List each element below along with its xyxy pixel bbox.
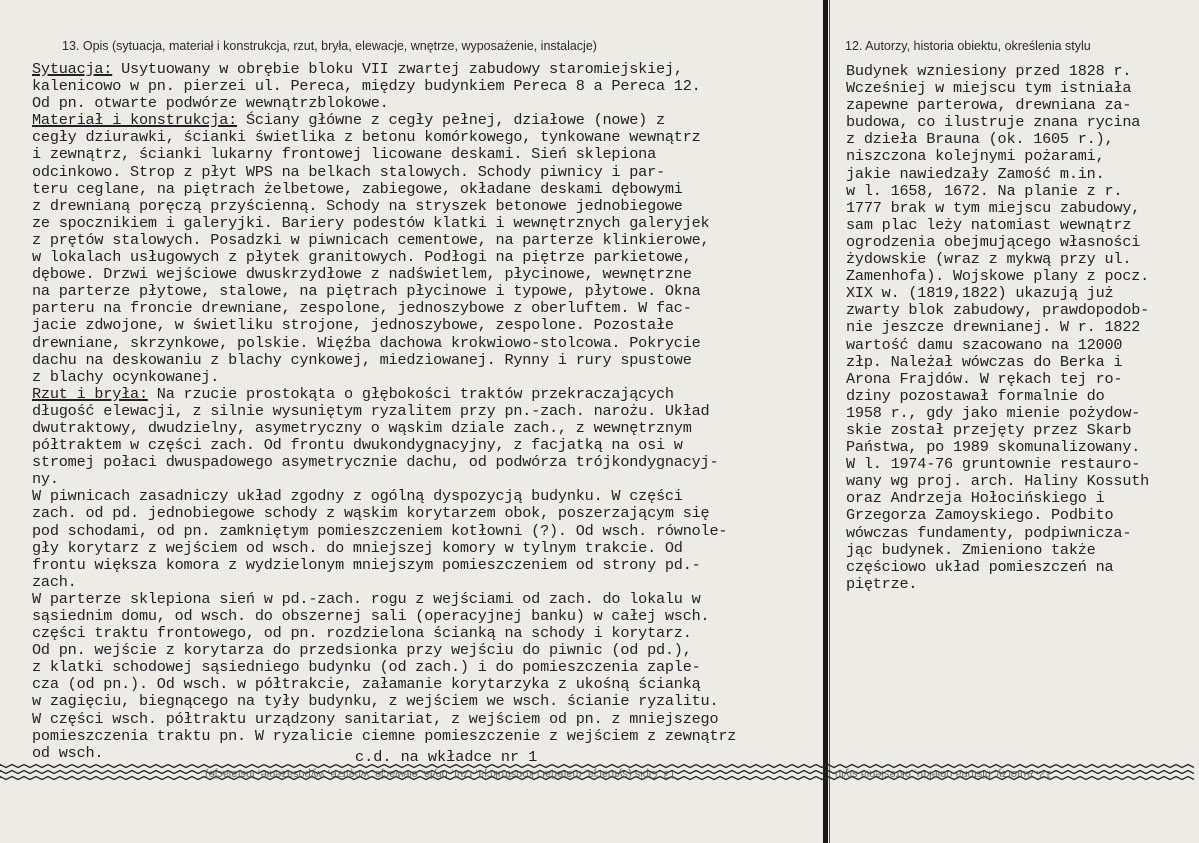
section-label: Sytuacja: [32, 60, 113, 78]
line-text: z blachy ocynkowanej. [32, 367, 220, 386]
line-text: Na rzucie prostokąta o głębokości traktów przekraczających [147, 384, 674, 403]
text-line: Arona Frajdów. W rękach tej ro- [846, 369, 1123, 388]
line-text: ny. [32, 470, 59, 489]
text-line [32, 557, 817, 574]
text-line [32, 693, 817, 710]
text-line: niszczona kolejnymi pożarami, [846, 147, 1105, 166]
line-text: odcinkowo. Strop z płyt WPS na belkach stalowych. Schody piwnicy i par- [32, 162, 665, 181]
text-line: sam plac leży natomiast wewnątrz [846, 215, 1132, 234]
line-text: pomieszczenia traktu pn. W ryzalicie ciemne pomieszczenie z wejściem z zewnątrz [32, 726, 737, 745]
text-line [32, 471, 817, 488]
mirrored-header-left: 13. Opis (sytuacja, materiał i konstrukcja, rzut, bryła, elewacje, wnętrze, wyposażenie, instalacje) [205, 768, 676, 780]
line-text: w lokalach usługowych z płytek granitowych. Podłogi na piętrze parkietowe, [32, 248, 692, 267]
text-line: Budynek wzniesiony przed 1828 r. [846, 62, 1132, 80]
text-line [32, 249, 817, 266]
text-line: Zamenhofa). Wojskowe plany z pocz. [846, 267, 1150, 286]
text-line: skie został przejęty przez Skarb [846, 420, 1132, 439]
text-line [32, 386, 817, 403]
text-line: piętrze. [846, 574, 918, 593]
line-text: Od pn. otwarte podwórze wewnątrzblokowe. [32, 94, 389, 113]
text-line [32, 505, 817, 522]
text-line [32, 335, 817, 352]
text-line [32, 181, 817, 198]
text-line [32, 488, 817, 505]
line-text: zach. [32, 572, 77, 591]
text-line: XIX w. (1819,1822) ukazują już [846, 284, 1114, 303]
text-line [32, 711, 817, 728]
text-line: 1777 brak w tym miejscu zabudowy, [846, 198, 1141, 217]
text-line [32, 420, 817, 437]
history-header: 12. Autorzy, historia obiektu, określenia stylu [845, 39, 1091, 53]
line-text: części traktu frontowego, od pn. rozdzielona ścianką na schody i korytarz. [32, 624, 692, 643]
text-line: żydowskie (wraz z mykwą przy ul. [846, 250, 1132, 269]
text-line [32, 112, 817, 129]
line-text: długość elewacji, z silnie wysuniętym ryzalitem przy pn.-zach. narożu. Układ [32, 401, 710, 420]
line-text: sąsiednim domu, od wsch. do obszernej sali (operacyjnej banku) w całej wsch. [32, 607, 710, 625]
text-line [32, 95, 817, 112]
line-text: stromej połaci dwuspadowego asymetrycznie dachu, od podwórza trójkondygnacyj- [32, 453, 719, 472]
text-line: z dzieła Brauna (ok. 1605 r.), [846, 130, 1114, 149]
text-line [32, 317, 817, 334]
text-line [32, 61, 817, 78]
text-line: wany wg proj. arch. Haliny Kossuth [846, 472, 1150, 491]
text-line [32, 454, 817, 471]
line-text: w zagięciu, biegnącego na tyły budynku, z wejściem we wsch. ścianie ryzalitu. [32, 692, 719, 711]
text-line [32, 352, 817, 369]
text-line: częściowo układ pomieszczeń na [846, 557, 1114, 576]
line-text: cza (od pn.). Od wsch. w półtrakcie, załamanie korytarzyka z ukośną ścianką [32, 675, 701, 694]
line-text: zach. od pd. jednobiegowe schody z wąskim korytarzem obok, poszerzającym się [32, 504, 710, 523]
section-label: Materiał i konstrukcja: [32, 111, 238, 130]
line-text: gły korytarz z wejściem od wsch. do mniejszej komory w tylnym trakcie. Od [32, 538, 683, 557]
line-text: W parterze sklepiona sień w pd.-zach. rogu z wejściami od zach. do lokalu w [32, 589, 701, 608]
text-line: budowa, co ilustruje znana rycina [846, 113, 1141, 132]
line-text: Usytuowany w obrębie bloku VII zwartej zabudowy staromiejskiej, [112, 60, 683, 78]
text-line [32, 676, 817, 693]
line-text: W części wsch. półtraktu urządzony sanitariat, z wejściem od pn. z mniejszego [32, 709, 719, 728]
line-text: cegły dziurawki, ścianki świetlika z betonu komórkowego, tynkowane wewnątrz [32, 128, 701, 147]
text-line: oraz Andrzeja Hołocińskiego i [846, 489, 1105, 508]
text-line: Państwa, po 1989 skomunalizowany. [846, 438, 1141, 457]
line-text: i zewnątrz, ścianki lukarny frontowej licowane deskami. Sień sklepiona [32, 145, 656, 164]
line-text: Ściany główne z cegły pełnej, działowe (nowe) z [237, 111, 665, 130]
description-text [32, 61, 817, 762]
line-text: kalenicowo w pn. pierzei ul. Pereca, między budynkiem Pereca 8 a Pereca 12. [32, 77, 701, 96]
line-text: od wsch. [32, 743, 104, 762]
text-line: nie jeszcze drewnianej. W r. 1822 [846, 318, 1141, 337]
section-label: Rzut i bryła: [32, 384, 148, 403]
text-line [32, 266, 817, 283]
text-line [32, 574, 817, 591]
text-line [32, 608, 817, 625]
line-text: frontu większa komora z wydzielonym mniejszym pomieszczeniem od strony pd.- [32, 555, 701, 574]
text-line: w l. 1658, 1672. Na planie z r. [846, 181, 1123, 200]
text-line [32, 369, 817, 386]
text-line [32, 129, 817, 146]
text-line [32, 591, 817, 608]
text-line: złp. Należał wówczas do Berka i [846, 352, 1123, 371]
line-text: drewniane, skrzynkowe, polskie. Więźba dachowa krokwiowo-stolcowa. Pokrycie [32, 333, 701, 352]
text-line [32, 232, 817, 249]
line-text: W piwnicach zasadniczy układ zgodny z ogólną dyspozycją budynku. W części [32, 487, 683, 506]
text-line: Wcześniej w miejscu tym istniała [846, 79, 1132, 98]
text-line [32, 659, 817, 676]
text-line [32, 403, 817, 420]
line-text: dwutraktowy, dwudzielny, asymetryczny o wąskim dziale zach., z wewnętrznym [32, 418, 692, 437]
column-divider-thin [829, 0, 830, 843]
text-line: Grzegorza Zamoyskiego. Podbito [846, 506, 1114, 525]
text-line [32, 215, 817, 232]
line-text: ze spocznikiem i galeryjki. Bariery podestów klatki i wewnętrznych galeryjek [32, 213, 710, 232]
text-line: ogrodzenia obejmującego własności [846, 232, 1141, 251]
text-line [32, 300, 817, 317]
text-line: W l. 1974-76 gruntownie restauro- [846, 455, 1141, 474]
line-text: na parterze płytowe, stalowe, na piętrach płycinowe i typowe, płytowe. Okna [32, 282, 701, 301]
line-text: teru ceglane, na piętrach żelbetowe, zabiegowe, okładane deskami dębowymi [32, 179, 683, 198]
line-text: parteru na froncie drewniane, zespolone, jednoszybowe z oberluftem. W fac- [32, 299, 692, 318]
line-text: półtraktem w części zach. Od frontu dwukondygnacyjny, z facjatką na osi w [32, 436, 683, 455]
text-line: zwarty blok zabudowy, prawdopodob- [846, 301, 1150, 320]
column-divider [823, 0, 828, 843]
text-line [32, 437, 817, 454]
line-text: Od pn. wejście z korytarza do przedsionka przy wejściu do piwnic (od pd.), [32, 641, 692, 660]
text-line: jąc budynek. Zmieniono także [846, 540, 1096, 559]
text-line: jakie nawiedzały Zamość m.in. [846, 164, 1105, 183]
text-line [32, 625, 817, 642]
text-line [32, 164, 817, 181]
text-line [32, 540, 817, 557]
text-line: 1958 r., gdy jako mienie pożydow- [846, 403, 1141, 422]
line-text: z klatki schodowej sąsiedniego budynku (od zach.) i do pomieszczenia zaple- [32, 658, 701, 677]
text-line [32, 728, 817, 745]
line-text: pod schodami, od pn. zamkniętym pomieszczeniem kotłowni (?). Od wsch. równole- [32, 521, 728, 540]
description-header: 13. Opis (sytuacja, materiał i konstrukcja, rzut, bryła, elewacje, wnętrze, wyposażenie, instalacje) [62, 39, 597, 53]
continuation-note: c.d. na wkładce nr 1 [355, 748, 538, 766]
text-line: zapewne parterowa, drewniana za- [846, 96, 1132, 115]
line-text: dachu na deskowaniu z blachy cynkowej, miedziowanej. Rynny i rury spustowe [32, 350, 692, 369]
text-line: dziny pozostawał formalnie do [846, 386, 1105, 405]
line-text: dębowe. Drzwi wejściowe dwuskrzydłowe z nadświetlem, płycinowe, wewnętrzne [32, 265, 692, 284]
text-line: wartość damu szacowano na 12000 [846, 335, 1123, 354]
line-text: z prętów stalowych. Posadzki w piwnicach cementowe, na parterze klinkierowe, [32, 230, 710, 249]
line-text: jacie zdwojone, w świetliku strojone, jednoszybowe, zespolone. Pozostałe [32, 316, 674, 335]
text-line [32, 198, 817, 215]
text-line [32, 523, 817, 540]
text-line [32, 146, 817, 163]
text-line [32, 283, 817, 300]
text-line: wówczas fundamenty, podpiwnicza- [846, 523, 1132, 542]
text-line [32, 78, 817, 95]
line-text: z drewnianą poręczą przyścienną. Schody na stryszek betonowe jednobiegowe [32, 196, 683, 215]
mirrored-header-right: 12. Autorzy, historia obiektu, określenia stylu [835, 768, 1052, 780]
history-text [846, 63, 1191, 593]
text-line [32, 642, 817, 659]
